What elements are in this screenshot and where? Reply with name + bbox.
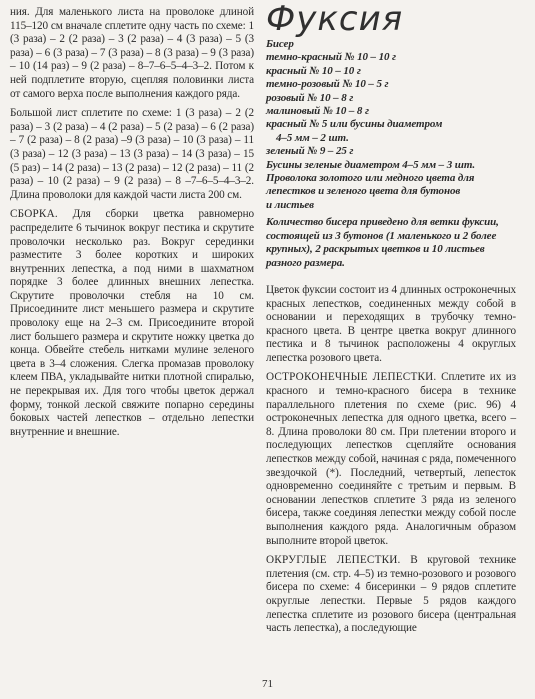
round-petals-text: В круговой технике плетения (см. стр. 4–5) из темно-розового и розового бисера по схеме: 4 бисеринки – 9 рядов сплетите округлые лепестки. Первые 5 рядов каждого лепестка сплетите из розового бисера (центральная часть лепестка), а последующие — [266, 554, 517, 635]
materials-note: Количество бисера приведено для ветки фуксии, состоящей из 3 бутонов (1 маленького и 2 более крупных), 2 раскрытых цветков и 10 листьев разного размера. — [266, 216, 499, 269]
pointed-petals-paragraph — [266, 371, 516, 548]
assembly-heading: СБОРКА. — [10, 208, 58, 221]
intro-paragraph: Цветок фуксии состоит из 4 длинных остроконечных красных лепестков, соединенных между собой в основании и переходящих в трубочку темно-красного цвета. В центре цветка вокруг длинного пестика и 8 тычинок расположены 4 округлых лепестка розового цвета. — [266, 283, 516, 364]
materials-list — [266, 38, 516, 212]
round-petals-paragraph — [266, 554, 516, 636]
pointed-petals-heading: ОСТРОКОНЕЧНЫЕ ЛЕПЕСТКИ. — [266, 371, 437, 384]
assembly-paragraph — [10, 208, 254, 439]
materials-item: и листьев — [266, 198, 314, 211]
left-column — [10, 6, 254, 445]
large-leaf-paragraph: Большой лист сплетите по схеме: 1 (3 раза) – 2 (2 раза) – 3 (2 раза) – 4 (2 раза) – 5 (2 раза) – 6 (2 раза) – 7 (2 раза) – 8 (2 раза) –9 (3 раза) – 10 (3 раза) – 11 (3 раза) – 12 (3 раза) – 13 (3 раза) – 14 (3 раза) – 15 (5 раз) – 14 (2 раза) – 13 (2 раза) – 12 (2 раза) – 11 (2 раза) – 10 (2 раза) – 9 (2 раза) – 8 –7–6–5–4–3–2. Длина проволоки для каждой части листа 200 см. — [10, 107, 254, 201]
page-title: Фуксия — [266, 0, 404, 39]
pointed-petals-text: Сплетите их из красного и темно-красного бисера в технике параллельного плетения по схеме (рис. 96) 4 остроконечных лепестка для одного цветка, всего – 8. Длина проволоки 80 см. При плетении второго и последующих лепестков сцепляйте основания лепестков между собой, начиная с ряда, помеченного звездочкой (*). Последний, четвертый, лепесток одновременно соединяйте с третьим и первым. В основании лепестков сплетите 3 ряда из зеленого бисера, также соединяя лепестки между собой после выполнения каждого ряда. Аналогичным образом выполните второй цветок. — [266, 371, 516, 547]
right-column — [266, 0, 517, 642]
assembly-text: Для сборки цветка равномерно распределите 6 тычинок вокруг пестика и скрутите проволочки несколько раз. Вокруг серединки разместите 3 более коротких и широких внутренних лепестка, а под ними в шахматном порядке 3 более длинных внешних лепестка. Скрутите проволочки стебля на 10 см. Присоедините лист меньшего размера и скрутите проволоку еще на 2–3 см. Присоедините второй лист большего размера и скрутите ножку цветка до конца. Обвейте стебель нитками мулине зеленого цвета в 3–4 сложения. Слегка промазав проволоку клеем ПВА, укладывайте нитки плотной спиралью, не перекрывая их. Для того чтобы цветок держал форму, тонкой леской свяжите попарно середины боковых частей лепестков – отдельно лепестки внутренние и внешние. — [10, 208, 254, 438]
page-number: 71 — [262, 678, 273, 690]
materials-item: Бисер — [266, 38, 294, 50]
materials-item: темно-красный № 10 – 10 г — [266, 51, 397, 64]
small-leaf-paragraph: ния. Для маленького листа на проволоке длиной 115–120 см вначале сплетите одну часть по схеме: 1 (3 раза) – 2 (2 раза) – 3 (2 раза) – 4 (3 раза) – 5 (3 раза) – 6 (3 раза) – 7 (3 раза) – 8 (3 раза) – 9 (3 раза) – 10 (14 раз) – 9 (2 раза) – 8–7–6–5–4–3–2. Потом к ней подплетите вторую, сцепляя половинки листа от самого верха после выполнения каждого ряда. — [10, 6, 254, 100]
materials-item: красный № 5 или бусины диаметром — [266, 118, 443, 131]
materials-item: розовый № 10 – 8 г — [266, 91, 354, 104]
materials-item: 4–5 мм – 2 шт. — [276, 131, 349, 144]
materials-item: малиновый № 10 – 8 г — [266, 105, 369, 118]
materials-item: Бусины зеленые диаметром 4–5 мм – 3 шт. — [266, 158, 476, 171]
materials-item: красный № 10 – 10 г — [266, 64, 361, 77]
materials-item: Проволока золотого или медного цвета для лепестков и зеленого цвета для бутонов — [266, 172, 475, 198]
materials-item: зеленый № 9 – 25 г — [266, 145, 354, 158]
round-petals-heading: ОКРУГЛЫЕ ЛЕПЕСТКИ. — [266, 554, 401, 567]
materials-item: темно-розовый № 10 – 5 г — [266, 78, 389, 91]
